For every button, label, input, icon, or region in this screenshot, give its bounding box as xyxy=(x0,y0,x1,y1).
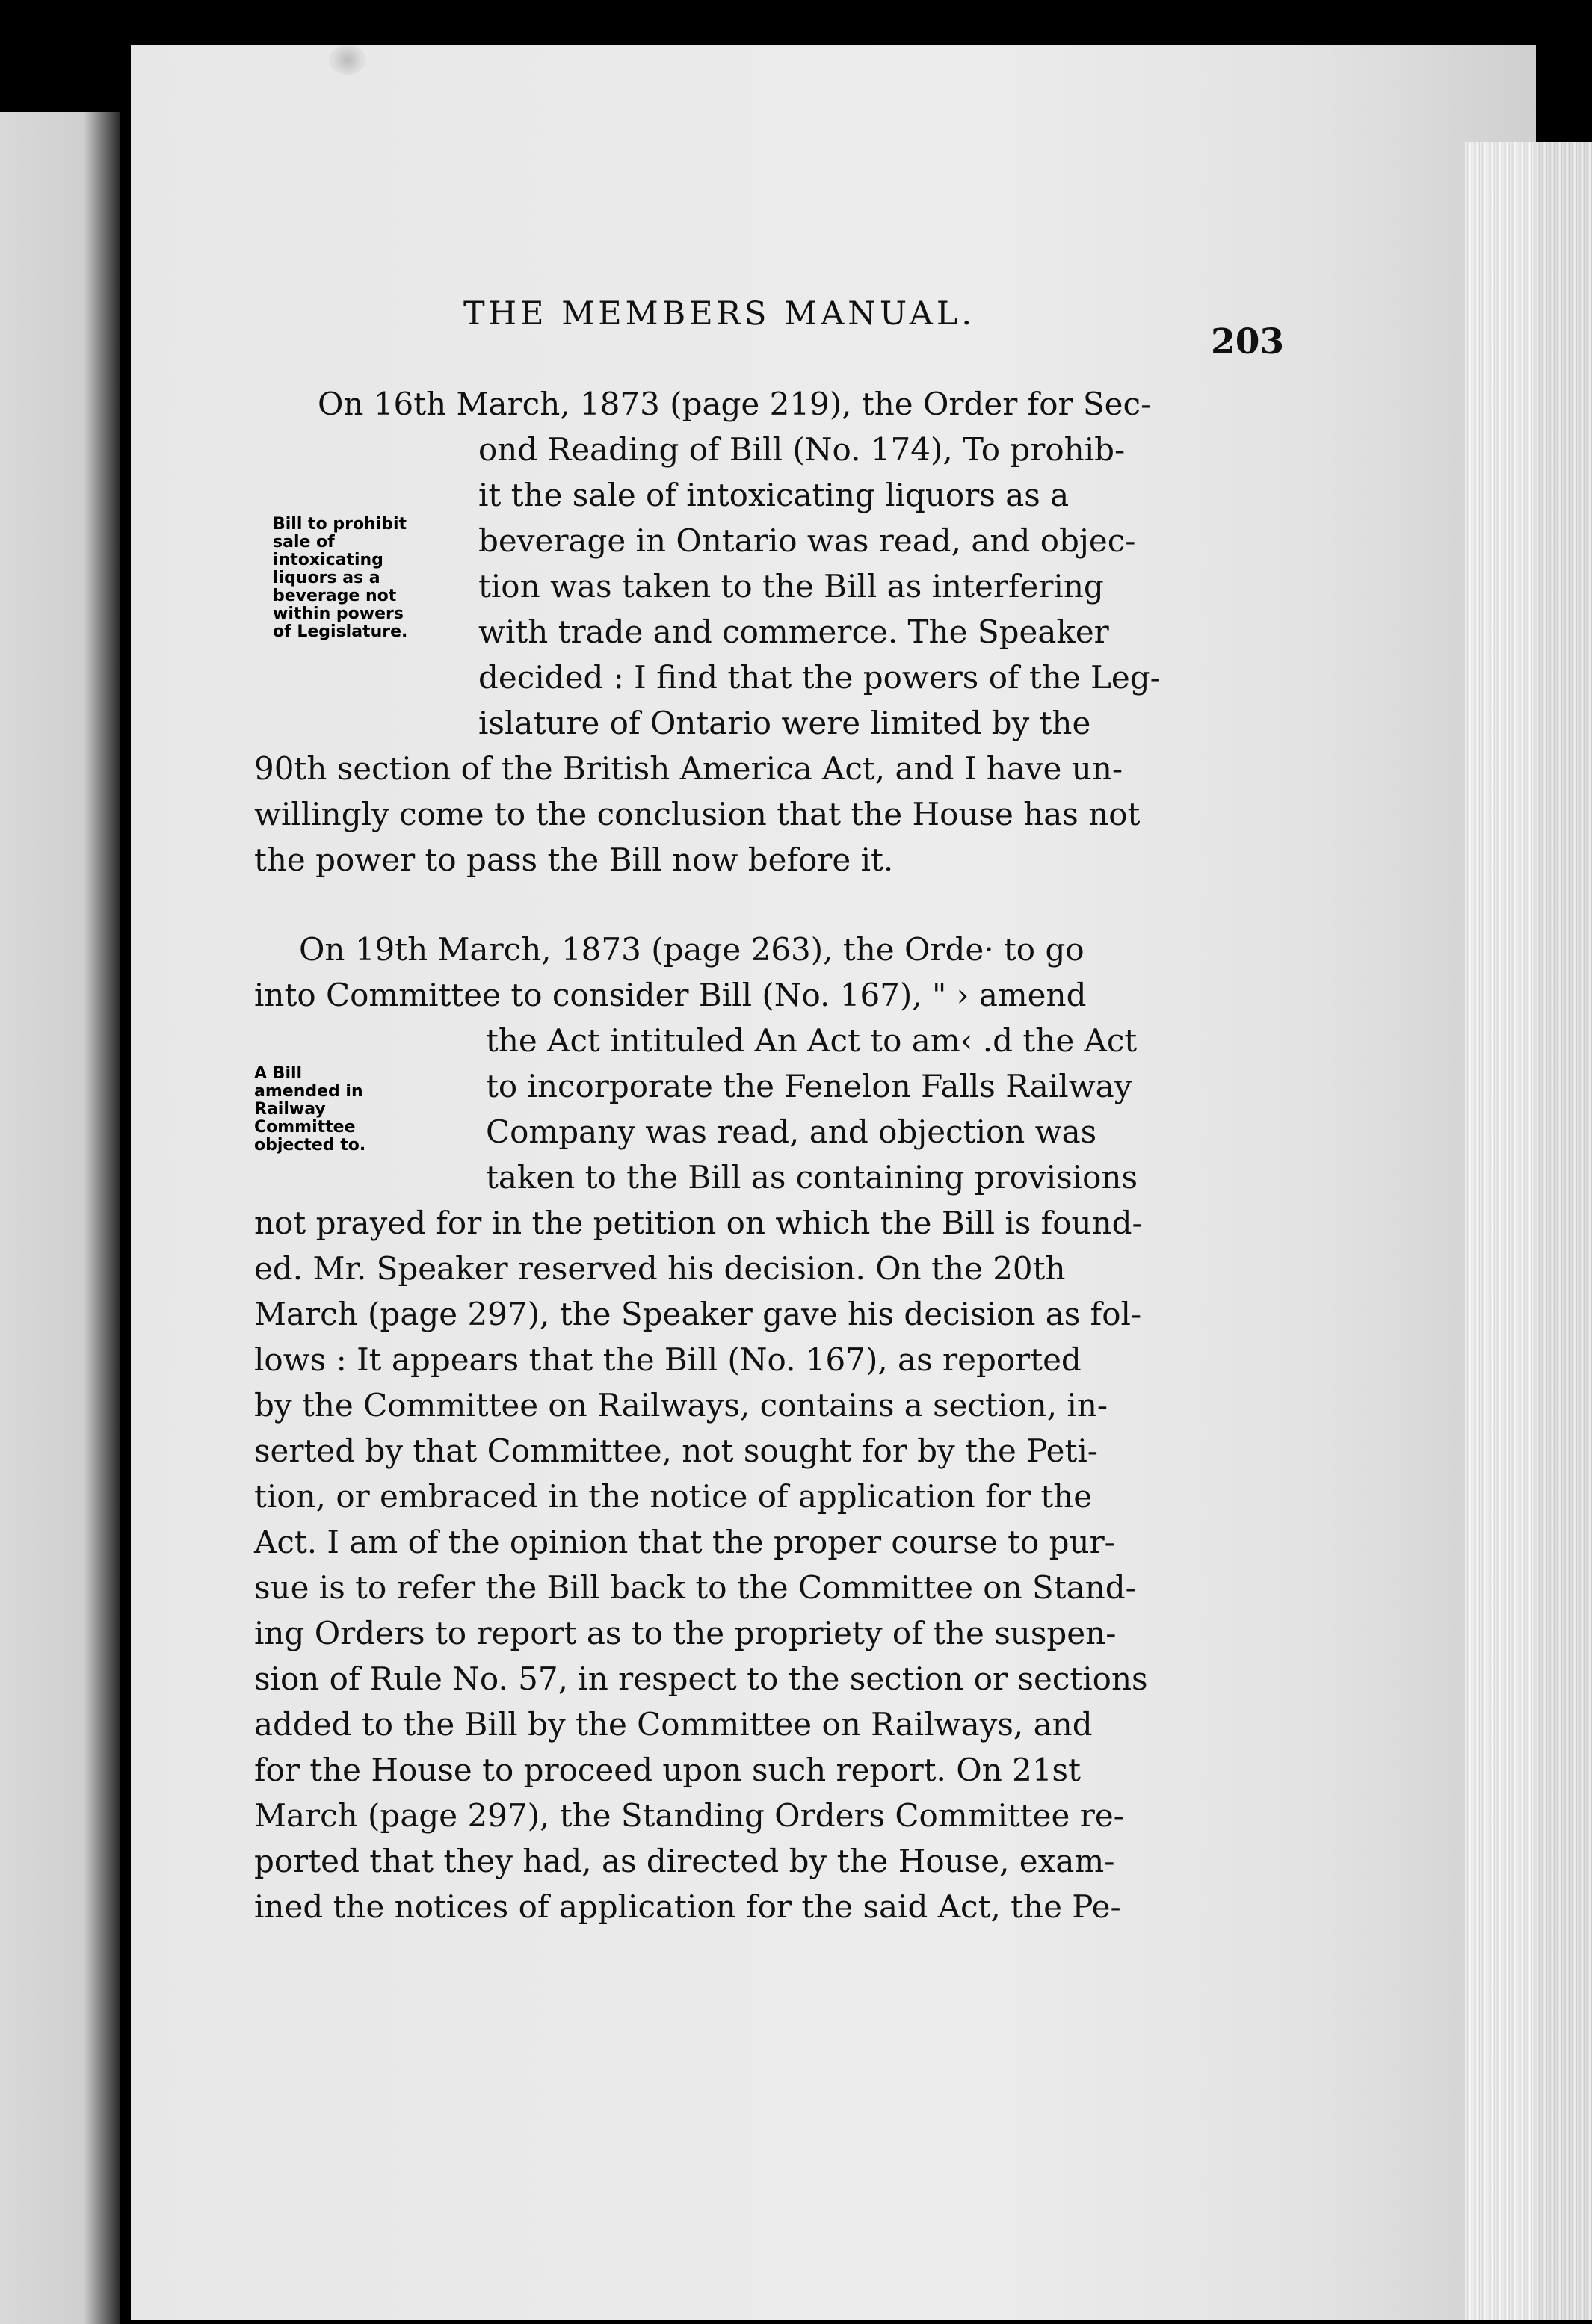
text-line: taken to the Bill as containing provisions xyxy=(486,1159,1138,1196)
text-line: sue is to refer the Bill back to the Committee on Stand- xyxy=(254,1569,1136,1606)
text-line: ond Reading of Bill (No. 174), To prohib- xyxy=(478,431,1126,468)
facing-page-edge xyxy=(0,112,120,2324)
paragraph-1 xyxy=(254,381,1161,883)
text-line: with trade and commerce. The Speaker xyxy=(478,614,1109,650)
text-line: beverage in Ontario was read, and objec- xyxy=(478,522,1136,559)
sidenote-line: beverage not xyxy=(273,587,397,605)
text-line: it the sale of intoxicating liquors as a xyxy=(478,477,1070,513)
text-line: into Committee to consider Bill (No. 167), " › amend xyxy=(254,977,1087,1013)
sidenote-line: objected to. xyxy=(254,1136,366,1155)
text-line: Company was read, and objection was xyxy=(486,1113,1097,1150)
text-line: to incorporate the Fenelon Falls Railway xyxy=(486,1068,1132,1104)
text-line: ined the notices of application for the said Act, the Pe- xyxy=(254,1888,1121,1925)
page-stack-edge xyxy=(1465,142,1592,2320)
text-line: lows : It appears that the Bill (No. 167), as reported xyxy=(254,1341,1082,1378)
sidenote-line: amended in xyxy=(254,1082,363,1101)
text-line: islature of Ontario were limited by the xyxy=(478,705,1091,741)
text-line: ing Orders to report as to the propriety of the suspen- xyxy=(254,1615,1117,1651)
sidenote-line: Committee xyxy=(254,1118,356,1137)
text-line: On 16th March, 1873 (page 219), the Order for Sec- xyxy=(318,386,1152,422)
text-line: March (page 297), the Standing Orders Committee re- xyxy=(254,1797,1124,1834)
ink-smudge xyxy=(329,45,366,75)
text-line: tion, or embraced in the notice of application for the xyxy=(254,1478,1093,1515)
paragraph-2 xyxy=(254,927,1148,1929)
text-line: tion was taken to the Bill as interfering xyxy=(478,568,1104,605)
sidenote-line: Railway xyxy=(254,1100,326,1119)
text-line: added to the Bill by the Committee on Railways, and xyxy=(254,1706,1093,1743)
text-line: the Act intituled An Act to am‹ .d the Act xyxy=(486,1022,1138,1059)
text-line: not prayed for in the petition on which the Bill is found- xyxy=(254,1205,1143,1241)
sidenote-line: A Bill xyxy=(254,1064,303,1083)
sidenote-line: within powers xyxy=(273,605,404,623)
text-line: by the Committee on Railways, contains a section, in- xyxy=(254,1387,1108,1424)
text-line: On 19th March, 1873 (page 263), the Orde· to go xyxy=(299,931,1085,968)
text-line: the power to pass the Bill now before it. xyxy=(254,841,894,878)
text-line: willingly come to the conclusion that the House has not xyxy=(254,796,1141,832)
text-line: for the House to proceed upon such report. On 21st xyxy=(254,1752,1081,1788)
text-line: ported that they had, as directed by the House, exam- xyxy=(254,1843,1115,1879)
running-header: THE MEMBERS MANUAL. xyxy=(463,295,976,333)
text-line: decided : I find that the powers of the Leg- xyxy=(478,659,1161,696)
text-line: Act. I am of the opinion that the proper course to pur- xyxy=(254,1524,1115,1560)
text-line: sion of Rule No. 57, in respect to the section or sections xyxy=(254,1660,1148,1697)
text-line: 90th section of the British America Act, and I have un- xyxy=(254,750,1123,787)
sidenote-line: sale of xyxy=(273,533,335,551)
page-number: 203 xyxy=(1211,321,1285,362)
text-line: ed. Mr. Speaker reserved his decision. On the 20th xyxy=(254,1250,1066,1287)
text-line: March (page 297), the Speaker gave his decision as fol- xyxy=(254,1296,1142,1332)
sidenote-line: of Legislature. xyxy=(273,622,408,641)
text-line: serted by that Committee, not sought for by the Peti- xyxy=(254,1433,1098,1469)
sidenote-line: liquors as a xyxy=(273,569,380,587)
sidenote-line: intoxicating xyxy=(273,551,383,569)
sidenote-line: Bill to prohibit xyxy=(273,515,407,534)
